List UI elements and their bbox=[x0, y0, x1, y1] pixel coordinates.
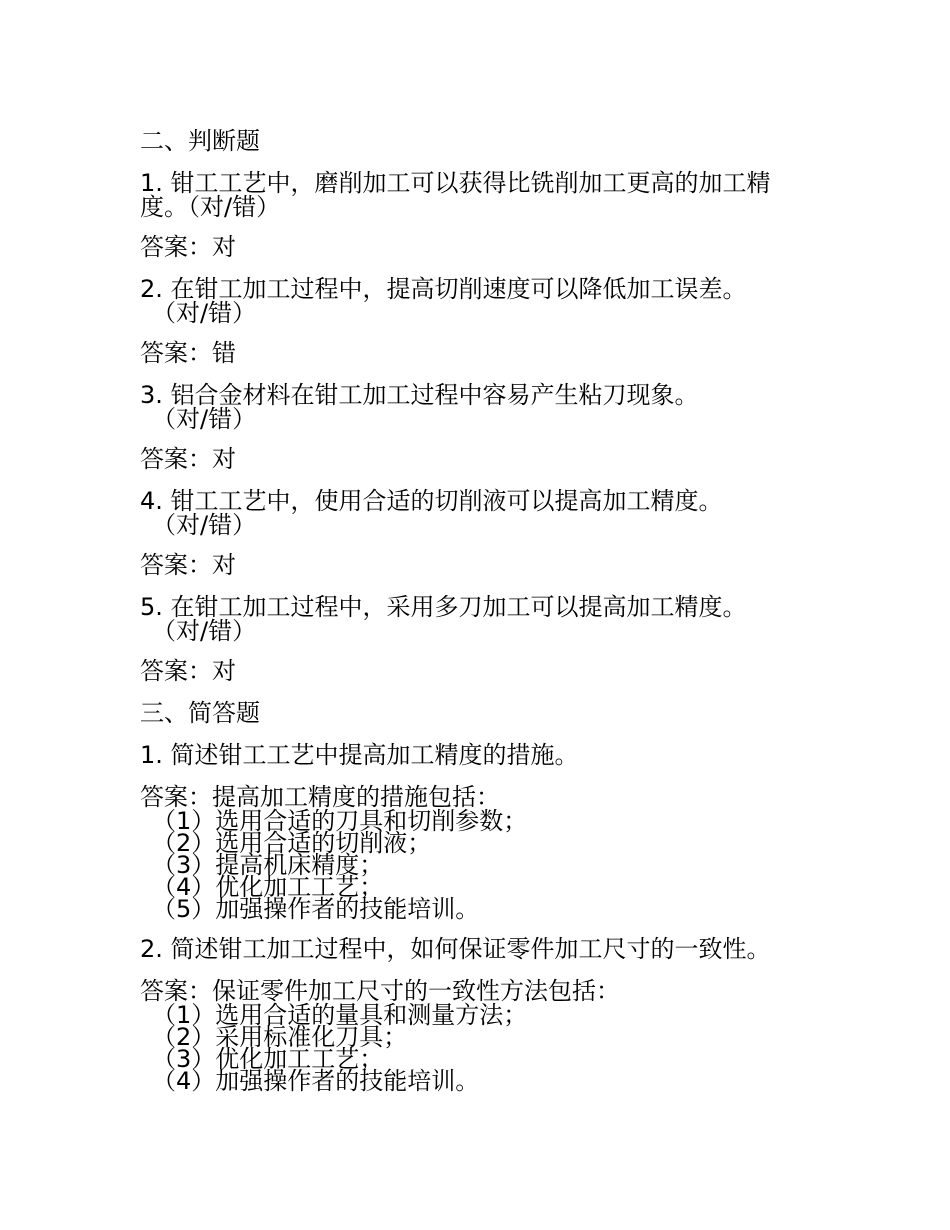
answer-item: （4）加强操作者的技能培训。 bbox=[152, 1067, 480, 1095]
answer-tf-2 bbox=[140, 340, 800, 366]
answer-item: （3）优化加工工艺； bbox=[152, 1045, 384, 1073]
answer-item: （1）选用合适的量具和测量方法； bbox=[152, 1001, 528, 1029]
question-text-cont: （对/错） bbox=[152, 511, 257, 539]
answer-item: （5）加强操作者的技能培训。 bbox=[152, 895, 480, 923]
question-tf-5 bbox=[140, 593, 800, 645]
answer-tf-4 bbox=[140, 552, 800, 578]
answer-text: 答案：对 bbox=[140, 657, 236, 685]
answer-item: （2）选用合适的切削液； bbox=[152, 829, 432, 857]
question-text-cont: （对/错） bbox=[152, 405, 257, 433]
answer-tf-3 bbox=[140, 446, 800, 472]
answer-sa-2 bbox=[140, 977, 800, 1095]
section-title-true-false: 二、判断题 bbox=[140, 127, 260, 155]
answer-item: （4）优化加工工艺； bbox=[152, 873, 384, 901]
answer-item: （1）选用合适的刀具和切削参数； bbox=[152, 807, 528, 835]
section-title-short-answer: 三、简答题 bbox=[140, 699, 260, 727]
question-sa-1 bbox=[140, 742, 800, 768]
answer-intro: 答案：提高加工精度的措施包括： bbox=[140, 783, 500, 811]
question-tf-4 bbox=[140, 487, 800, 539]
question-tf-2 bbox=[140, 275, 800, 327]
answer-sa-1 bbox=[140, 783, 800, 923]
question-text-cont: （对/错） bbox=[152, 617, 257, 645]
question-text: 4. 钳工工艺中，使用合适的切削液可以提高加工精度。 bbox=[140, 487, 723, 515]
answer-text: 答案：错 bbox=[140, 339, 236, 367]
question-tf-3 bbox=[140, 381, 800, 433]
question-text: 2. 在钳工加工过程中，提高切削速度可以降低加工误差。 bbox=[140, 275, 747, 303]
answer-text: 答案：对 bbox=[140, 551, 236, 579]
question-text-cont: 度。（对/错） bbox=[140, 193, 281, 221]
answer-intro: 答案：保证零件加工尺寸的一致性方法包括： bbox=[140, 977, 620, 1005]
question-text: 1. 简述钳工工艺中提高加工精度的措施。 bbox=[140, 741, 579, 769]
question-text: 1. 钳工工艺中，磨削加工可以获得比铣削加工更高的加工精 bbox=[140, 169, 771, 197]
question-text: 5. 在钳工加工过程中，采用多刀加工可以提高加工精度。 bbox=[140, 593, 747, 621]
answer-text: 答案：对 bbox=[140, 233, 236, 261]
question-text: 3. 铝合金材料在钳工加工过程中容易产生粘刀现象。 bbox=[140, 381, 699, 409]
question-text: 2. 简述钳工加工过程中，如何保证零件加工尺寸的一致性。 bbox=[140, 935, 771, 963]
answer-text: 答案：对 bbox=[140, 445, 236, 473]
question-text-cont: （对/错） bbox=[152, 299, 257, 327]
answer-item: （2）采用标准化刀具； bbox=[152, 1023, 408, 1051]
question-tf-1 bbox=[140, 169, 800, 221]
answer-item: （3）提高机床精度； bbox=[152, 851, 384, 879]
answer-tf-1 bbox=[140, 234, 800, 260]
answer-tf-5 bbox=[140, 658, 800, 684]
question-sa-2 bbox=[140, 936, 800, 962]
